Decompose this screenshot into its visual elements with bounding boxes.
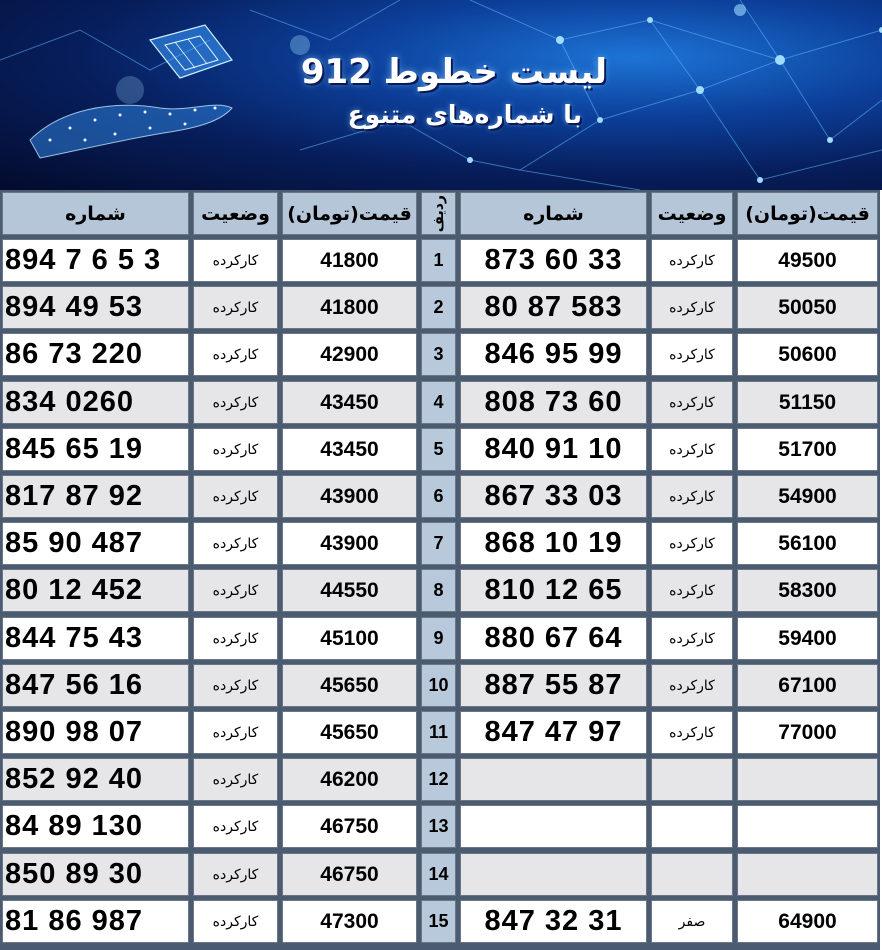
left-price-cell: 43450 [282, 381, 417, 424]
left-number-cell: 852 92 40 [2, 758, 189, 801]
left-number-cell: 844 75 43 [2, 617, 189, 660]
left-status-cell: کارکرده [193, 286, 278, 329]
right-status-cell [651, 758, 733, 801]
right-number-cell: 846 95 99 [460, 333, 647, 376]
right-status-header: وضعیت [651, 192, 733, 235]
left-status-cell: کارکرده [193, 428, 278, 471]
right-price-cell: 49500 [737, 239, 878, 282]
left-number-cell: 894 7 6 5 3 [2, 239, 189, 282]
row-index-cell: 12 [421, 758, 456, 801]
right-price-header: قیمت(تومان) [737, 192, 878, 235]
left-price-cell: 43900 [282, 475, 417, 518]
left-price-cell: 45100 [282, 617, 417, 660]
banner-title: لیست خطوط 912 [300, 52, 607, 92]
right-price-cell: 51700 [737, 428, 878, 471]
right-number-cell: 868 10 19 [460, 522, 647, 565]
left-price-cell: 41800 [282, 286, 417, 329]
network-background-graphic [0, 0, 882, 190]
left-price-cell: 43450 [282, 428, 417, 471]
row-index-cell: 13 [421, 805, 456, 848]
right-price-cell: 67100 [737, 664, 878, 707]
right-status-cell [651, 853, 733, 896]
right-number-cell: 810 12 65 [460, 569, 647, 612]
left-status-cell: کارکرده [193, 711, 278, 754]
left-price-cell: 46750 [282, 853, 417, 896]
left-number-cell: 84 89 130 [2, 805, 189, 848]
left-number-cell: 845 65 19 [2, 428, 189, 471]
left-price-cell: 47300 [282, 900, 417, 943]
right-status-cell: کارکرده [651, 569, 733, 612]
left-price-cell: 46200 [282, 758, 417, 801]
right-price-cell: 50050 [737, 286, 878, 329]
right-price-cell: 51150 [737, 381, 878, 424]
row-index-cell: 5 [421, 428, 456, 471]
row-index-cell: 9 [421, 617, 456, 660]
left-price-cell: 43900 [282, 522, 417, 565]
right-status-cell: کارکرده [651, 617, 733, 660]
left-status-cell: کارکرده [193, 381, 278, 424]
banner [0, 0, 882, 190]
left-number-cell: 847 56 16 [2, 664, 189, 707]
right-status-cell: صفر [651, 900, 733, 943]
left-price-cell: 42900 [282, 333, 417, 376]
right-price-cell: 50600 [737, 333, 878, 376]
right-number-cell [460, 805, 647, 848]
left-status-cell: کارکرده [193, 522, 278, 565]
right-number-cell [460, 758, 647, 801]
left-status-cell: کارکرده [193, 758, 278, 801]
right-status-cell: کارکرده [651, 428, 733, 471]
left-number-cell: 834 0260 [2, 381, 189, 424]
left-status-cell: کارکرده [193, 239, 278, 282]
left-status-cell: کارکرده [193, 664, 278, 707]
left-price-cell: 45650 [282, 711, 417, 754]
left-status-cell: کارکرده [193, 853, 278, 896]
left-status-cell: کارکرده [193, 333, 278, 376]
left-number-cell: 890 98 07 [2, 711, 189, 754]
right-number-cell: 808 73 60 [460, 381, 647, 424]
row-index-cell: 1 [421, 239, 456, 282]
right-status-cell: کارکرده [651, 286, 733, 329]
left-price-cell: 44550 [282, 569, 417, 612]
left-number-cell: 86 73 220 [2, 333, 189, 376]
left-price-cell: 41800 [282, 239, 417, 282]
row-index-cell: 10 [421, 664, 456, 707]
left-status-cell: کارکرده [193, 475, 278, 518]
left-status-cell: کارکرده [193, 617, 278, 660]
right-status-cell: کارکرده [651, 522, 733, 565]
left-status-cell: کارکرده [193, 900, 278, 943]
banner-subtitle: با شماره‌های متنوع [347, 100, 582, 129]
right-price-cell [737, 805, 878, 848]
left-status-cell: کارکرده [193, 569, 278, 612]
row-index-cell: 15 [421, 900, 456, 943]
left-status-cell: کارکرده [193, 805, 278, 848]
right-number-cell: 873 60 33 [460, 239, 647, 282]
row-index-cell: 7 [421, 522, 456, 565]
right-number-cell: 887 55 87 [460, 664, 647, 707]
left-status-header: وضعیت [193, 192, 278, 235]
right-number-cell: 80 87 583 [460, 286, 647, 329]
right-price-cell: 59400 [737, 617, 878, 660]
digital-hand-graphic [30, 105, 232, 158]
right-number-cell: 847 47 97 [460, 711, 647, 754]
row-index-cell: 3 [421, 333, 456, 376]
right-status-cell: کارکرده [651, 664, 733, 707]
right-price-cell [737, 853, 878, 896]
left-price-cell: 45650 [282, 664, 417, 707]
right-price-cell: 77000 [737, 711, 878, 754]
row-index-header [421, 192, 456, 235]
row-index-cell: 6 [421, 475, 456, 518]
right-status-cell: کارکرده [651, 475, 733, 518]
right-status-cell: کارکرده [651, 381, 733, 424]
left-number-cell: 81 86 987 [2, 900, 189, 943]
left-number-cell: 817 87 92 [2, 475, 189, 518]
left-price-cell: 46750 [282, 805, 417, 848]
row-index-header-label: ردیف [430, 194, 447, 233]
row-index-cell: 2 [421, 286, 456, 329]
left-number-cell: 85 90 487 [2, 522, 189, 565]
right-number-header: شماره [460, 192, 647, 235]
left-price-header: قیمت(تومان) [282, 192, 417, 235]
right-status-cell: کارکرده [651, 711, 733, 754]
right-number-cell: 880 67 64 [460, 617, 647, 660]
left-number-cell: 80 12 452 [2, 569, 189, 612]
row-index-cell: 14 [421, 853, 456, 896]
right-status-cell [651, 805, 733, 848]
right-number-cell [460, 853, 647, 896]
left-number-cell: 850 89 30 [2, 853, 189, 896]
row-index-cell: 8 [421, 569, 456, 612]
right-price-cell: 56100 [737, 522, 878, 565]
right-status-cell: کارکرده [651, 239, 733, 282]
right-number-cell: 867 33 03 [460, 475, 647, 518]
price-table [0, 190, 880, 950]
row-index-cell: 4 [421, 381, 456, 424]
right-price-cell: 54900 [737, 475, 878, 518]
right-price-cell [737, 758, 878, 801]
row-index-cell: 11 [421, 711, 456, 754]
right-price-cell: 64900 [737, 900, 878, 943]
right-number-cell: 847 32 31 [460, 900, 647, 943]
right-price-cell: 58300 [737, 569, 878, 612]
right-status-cell: کارکرده [651, 333, 733, 376]
right-number-cell: 840 91 10 [460, 428, 647, 471]
sim-card-graphic [150, 25, 232, 78]
left-number-header: شماره [2, 192, 189, 235]
left-number-cell: 894 49 53 [2, 286, 189, 329]
